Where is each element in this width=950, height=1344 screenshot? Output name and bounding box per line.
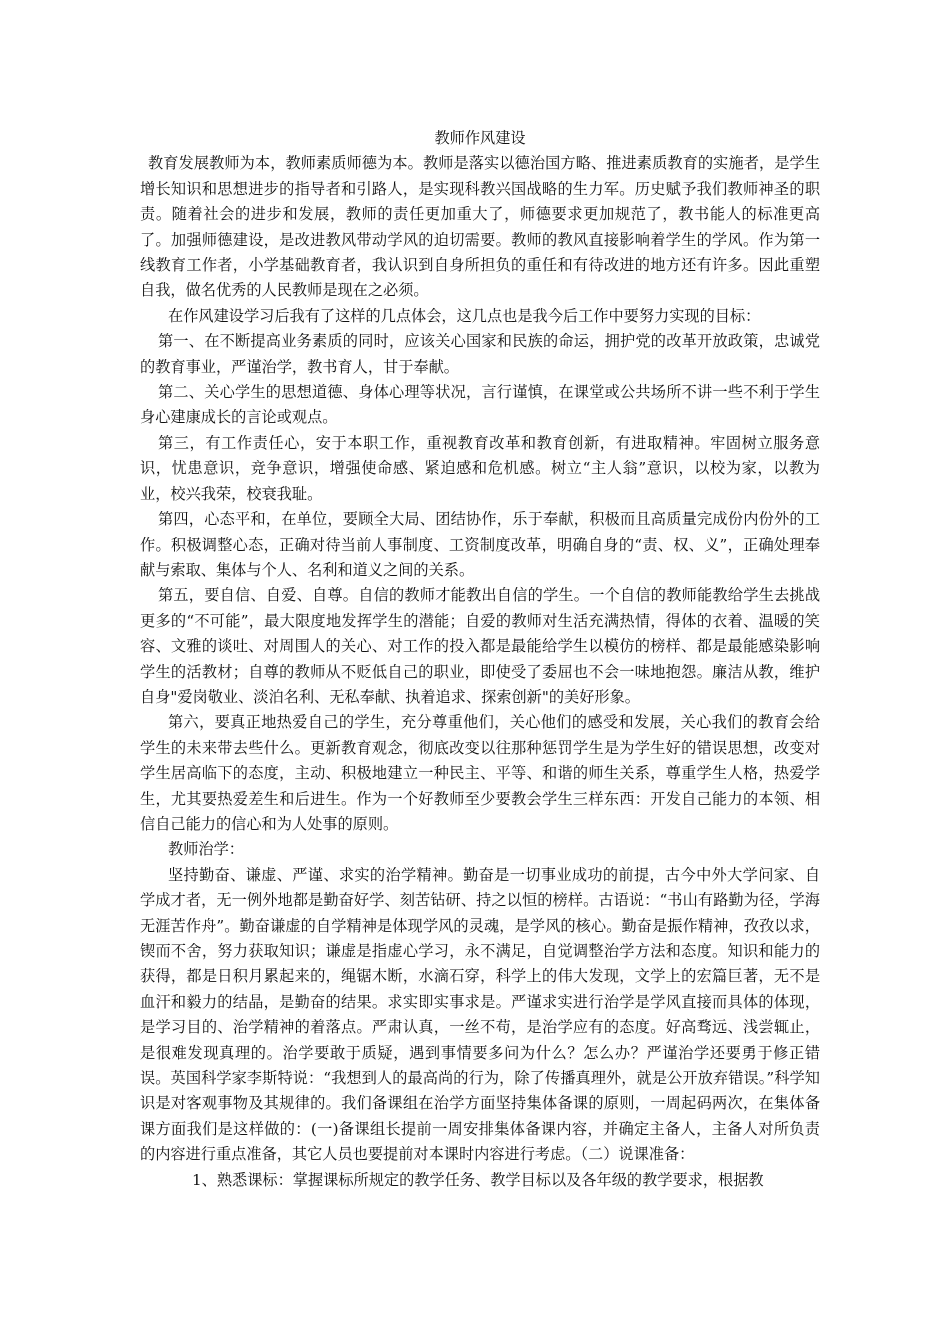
paragraph-point-6: 第六，要真正地热爱自己的学生，充分尊重他们，关心他们的感受和发展，关心我们的教育会给学生的未来带去些什么。更新教育观念，彻底改变以往那种惩罚学生是为学生好的错误思想，改变对学生居高临下的态度，主动、积极地建立一种民主、平等、和谐的师生关系，尊重学生人格，热爱学生，尤其要热爱差生和后进生。作为一个好教师至少要教会学生三样东西：开发自己能力的本领、相信自己能力的信心和为人处事的原则。 xyxy=(140,713,820,833)
paragraph-intro: 教育发展教师为本，教师素质师德为本。教师是落实以德治国方略、推进素质教育的实施者，是学生增长知识和思想进步的指导者和引路人，是实现科教兴国战略的生力军。历史赋予我们教师神圣的职责。随着社会的进步和发展，教师的责任更加重大了，师德要求更加规范了，教书能人的标准更高了。加强师德建设，是改进教风带动学风的迫切需要。教师的教风直接影响着学生的学风。作为第一线教育工作者，小学基础教育者，我认识到自身所担负的重任和有待改进的地方还有许多。因此重塑自我，做名优秀的人民教师是现在之必须。 xyxy=(140,154,820,300)
document-page xyxy=(140,126,820,1193)
paragraph-scholarship: 坚持勤奋、谦虚、严谨、求实的治学精神。勤奋是一切事业成功的前提，古今中外大学问家、自学成才者，无一例外地都是勤奋好学、刻苦钻研、持之以恒的榜样。古语说：“书山有路勤为径，学海无涯苦作舟”。勤奋谦虚的自学精神是体现学风的灵魂，是学风的核心。勤奋是振作精神，孜孜以求，锲而不舍，努力获取知识；谦虚是指虚心学习，永不满足，自觉调整治学方法和态度。知识和能力的获得，都是日积月累起来的，绳锯木断，水滴石穿，科学上的伟大发现，文学上的宏篇巨著，无不是血汗和毅力的结晶，是勤奋的结果。求实即实事求是。严谨求实进行治学是学风直接而具体的体现，是学习目的、治学精神的着落点。严肃认真，一丝不苟，是治学应有的态度。好高骛远、浅尝辄止，是很难发现真理的。治学要敢于质疑，遇到事情要多问为什么？怎么办？严谨治学还要勇于修正错误。英国科学家李斯特说：“我想到人的最高尚的行为，除了传播真理外，就是公开放弃错误。”科学知识是对客观事物及其规律的。我们备课组在治学方面坚持集体备课的原则，一周起码两次，在集体备课方面我们是这样做的：(一)备课组长提前一周安排集体备课内容，并确定主备人，主备人对所负责的内容进行重点准备，其它人员也要提前对本课时内容进行考虑。（二）说课准备： xyxy=(140,865,820,1164)
section-heading-teacher-scholarship: 教师治学： xyxy=(168,840,244,859)
paragraph-point-3: 第三，有工作责任心，安于本职工作，重视教育改革和教育创新，有进取精神。牢固树立服务意识，忧患意识，竞争意识，增强使命感、紧迫感和危机感。树立“主人翁”意识，以校为家，以教为业，校兴我荣，校衰我耻。 xyxy=(140,433,820,503)
document-title: 教师作风建设 xyxy=(434,129,526,147)
paragraph-point-4: 第四，心态平和，在单位，要顾全大局、团结协作，乐于奉献，积极而且高质量完成份内份外的工作。积极调整心态，正确对待当前人事制度、工资制度改革，明确自身的“责、权、义”，正确处理奉献与索取、集体与个人、名利和道义之间的关系。 xyxy=(140,510,820,579)
paragraph-point-2: 第二、关心学生的思想道德、身体心理等状况，言行谨慎，在课堂或公共场所不讲一些不利于学生身心建康成长的言论或观点。 xyxy=(140,383,820,427)
paragraph-reflection: 在作风建设学习后我有了这样的几点体会，这几点也是我今后工作中要努力实现的目标： xyxy=(168,306,761,325)
paragraph-point-1: 第一、在不断提高业务素质的同时，应该关心国家和民族的命运，拥护党的改革开放政策，忠诚党的教育事业，严谨治学，教书育人，甘于奉献。 xyxy=(140,332,820,376)
paragraph-curriculum: 1、熟悉课标：掌握课标所规定的教学任务、教学目标以及各年级的教学要求，根据教 xyxy=(192,1170,764,1189)
paragraph-point-5: 第五，要自信、自爱、自尊。自信的教师才能教出自信的学生。一个自信的教师能教给学生去挑战更多的“不可能”，最大限度地发挥学生的潜能；自爱的教师对生活充满热情，得体的衣着、温暖的笑容、文雅的谈吐、对周围人的关心、对工作的投入都是最能给学生以模仿的榜样、都是最能感染影响学生的活教材；自尊的教师从不贬低自己的职业，即使受了委屈也不会一味地抱怨。廉洁从教，维护自身"爱岗敬业、淡泊名利、无私奉献、执着追求、探索创新"的美好形象。 xyxy=(140,586,820,706)
